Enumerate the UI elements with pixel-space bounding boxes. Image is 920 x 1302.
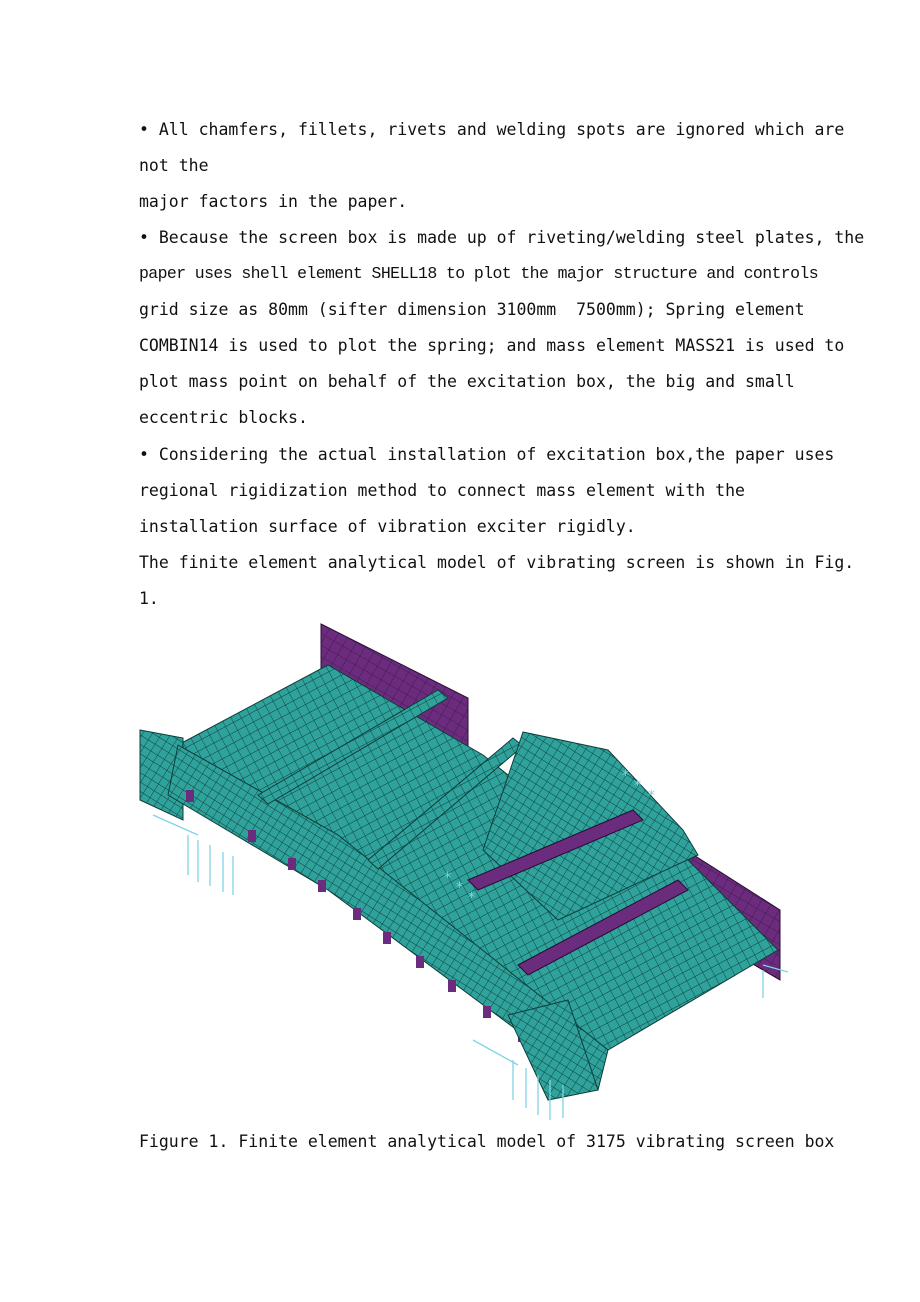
line-14: 1. <box>139 589 159 608</box>
line-10: • Considering the actual installation of excitation box,the paper uses <box>139 445 835 464</box>
line-4: • Because the screen box is made up of riveting/welding steel plates, the <box>139 228 865 247</box>
svg-text:*: * <box>648 788 655 804</box>
svg-text:*: * <box>634 778 641 794</box>
line-11: regional rigidization method to connect mass element with the <box>139 481 745 500</box>
line-5: paper uses shell element SHELL18 to plot the major structure and controls <box>139 264 819 283</box>
fem-model-figure <box>138 620 788 1120</box>
svg-text:*: * <box>456 880 463 896</box>
line-13: The finite element analytical model of vibrating screen is shown in Fig. <box>139 553 855 572</box>
line-2: not the <box>139 156 209 175</box>
svg-text:*: * <box>622 768 629 784</box>
figure-caption: Figure 1. Finite element analytical model of 3175 vibrating screen box <box>139 1132 835 1151</box>
line-9: eccentric blocks. <box>139 408 308 427</box>
line-12: installation surface of vibration exciter rigidly. <box>139 517 636 536</box>
svg-text:*: * <box>444 870 451 886</box>
line-7: COMBIN14 is used to plot the spring; and mass element MASS21 is used to <box>139 336 845 355</box>
line-6: grid size as 80mm (sifter dimension 3100mm 7500mm); Spring element <box>139 300 805 319</box>
line-1: • All chamfers, fillets, rivets and welding spots are ignored which are <box>139 120 845 139</box>
line-3: major factors in the paper. <box>139 192 408 211</box>
svg-text:*: * <box>468 890 475 906</box>
line-8: plot mass point on behalf of the excitation box, the big and small <box>139 372 795 391</box>
